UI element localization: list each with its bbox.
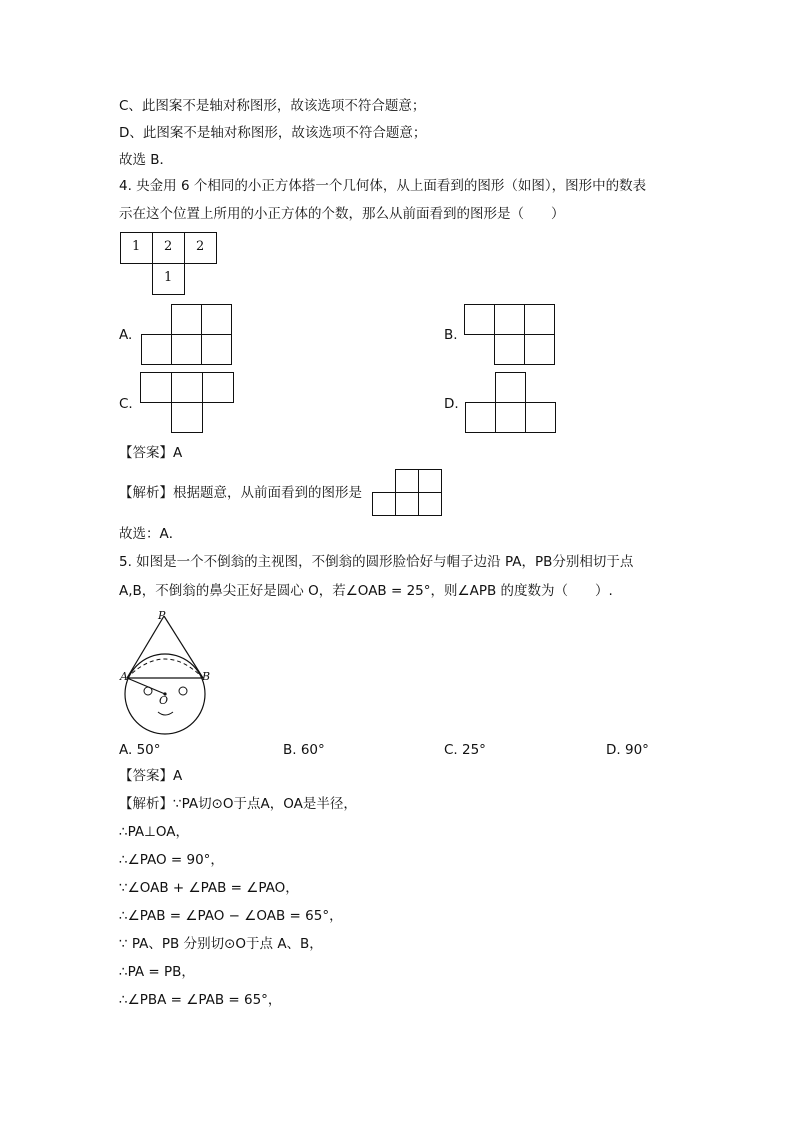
- top-view-number: 1: [164, 270, 173, 285]
- q5-solution-line: ∴PA = PB，: [119, 964, 195, 980]
- q4-option-d-label: D.: [444, 396, 459, 412]
- q5-option-a: A. 50°: [119, 742, 161, 758]
- q4-stem-line1: 4. 央金用 6 个相同的小正方体搭一个几何体，从上面看到的图形（如图），图形中的数表: [119, 178, 647, 194]
- point-a-label: A: [120, 670, 128, 683]
- point-p-label: P: [158, 609, 166, 622]
- q5-answer: 【答案】A: [119, 768, 183, 784]
- top-view-number: 2: [196, 239, 205, 254]
- q4-analysis: 【解析】根据题意，从前面看到的图形是: [119, 485, 362, 501]
- q4-option-a-figure: [140, 304, 234, 366]
- q5-solution-line: ∴∠PBA = ∠PAB = 65°，: [119, 992, 282, 1008]
- q5-solution-line: ∴∠PAB = ∠PAO − ∠OAB = 65°，: [119, 908, 343, 924]
- q5-option-b: B. 60°: [283, 742, 325, 758]
- q5-solution-line: ∴∠PAO = 90°，: [119, 852, 224, 868]
- top-view-number: 2: [164, 239, 173, 254]
- q4-analysis-figure: [372, 469, 444, 517]
- q4-option-a-label: A.: [119, 327, 133, 343]
- q5-solution-line: ∵∠OAB + ∠PAB = ∠PAO，: [119, 880, 299, 896]
- point-b-label: B: [202, 670, 211, 683]
- q4-stem-line2: 示在这个位置上所用的小正方体的个数，那么从前面看到的图形是（ ）: [119, 206, 565, 222]
- q4-option-c-label: C.: [119, 396, 133, 412]
- q5-solution-line: 【解析】∵PA切⊙O于点A，OA是半径，: [119, 796, 357, 812]
- prev-solution-conclusion: 故选 B．: [119, 152, 174, 168]
- top-view-number: 1: [132, 239, 141, 254]
- q5-solution-line: ∴PA⊥OA，: [119, 824, 189, 840]
- q4-option-d-figure: [464, 372, 558, 434]
- q5-stem-line1: 5. 如图是一个不倒翁的主视图，不倒翁的圆形脸恰好与帽子边沿 PA，PB分别相切于点: [119, 554, 634, 570]
- q5-option-d: D. 90°: [606, 742, 649, 758]
- q4-conclusion: 故选：A．: [119, 526, 183, 542]
- prev-solution-line-d: D、此图案不是轴对称图形，故该选项不符合题意；: [119, 125, 427, 141]
- q4-option-b-label: B.: [444, 327, 458, 343]
- q5-option-c: C. 25°: [444, 742, 486, 758]
- prev-solution-line-c: C、此图案不是轴对称图形，故该选项不符合题意；: [119, 98, 426, 114]
- q4-option-b-figure: [464, 304, 556, 366]
- q4-option-c-figure: [140, 372, 236, 434]
- point-o-label: O: [159, 694, 169, 707]
- q5-stem-line2: A,B，不倒翁的鼻尖正好是圆心 O，若∠OAB = 25°，则∠APB 的度数为（ ）.: [119, 583, 613, 599]
- q5-solution-line: ∵ PA、PB 分别切⊙O于点 A、B，: [119, 936, 323, 952]
- q4-answer: 【答案】A: [119, 445, 183, 461]
